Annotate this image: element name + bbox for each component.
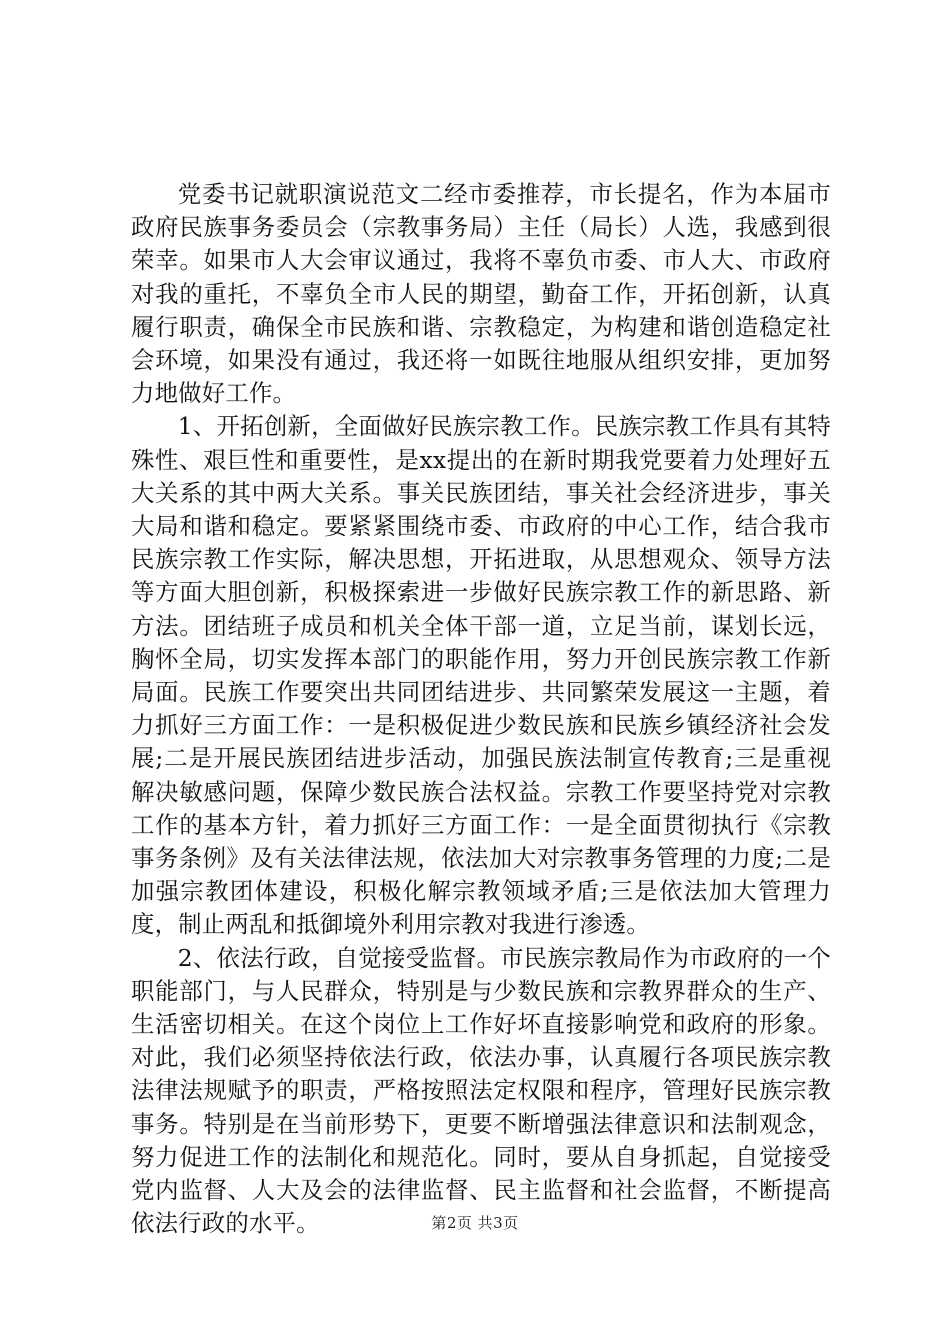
paragraph-section-2: 2、依法行政，自觉接受监督。市民族宗教局作为市政府的一个职能部门，与人民群众，特别是与少数民族和宗教界群众的生产、生活密切相关。在这个岗位上工作好坏直接影响党和政府的形象。对此，我们必须坚持依法行政，依法办事，认真履行各项民族宗教法律法规赋予的职责，严格按照法定权限和程序，管理好民族宗教事务。特别是在当前形势下，更要不断增强法律意识和法制观念，努力促进工作的法制化和规范化。同时，要从自身抓起，自觉接受党内监督、人大及会的法律监督、民主监督和社会监督，不断提高依法行政的水平。 [131, 943, 831, 1238]
paragraph-intro: 党委书记就职演说范文二经市委推荐，市长提名，作为本届市政府民族事务委员会（宗教事务局）主任（局长）人选，我感到很荣幸。如果市人大会审议通过，我将不辜负市委、市人大、市政府对我的重托，不辜负全市人民的期望，勤奋工作，开拓创新，认真履行职责，确保全市民族和谐、宗教稳定，为构建和谐创造稳定社会环境，如果没有通过，我还将一如既往地服从组织安排，更加努力地做好工作。 [131, 180, 831, 408]
page-footer: 第2页 共3页 [431, 1214, 519, 1232]
paragraph-section-1: 1、开拓创新，全面做好民族宗教工作。民族宗教工作具有其特殊性、艰巨性和重要性，是xx提出的在新时期我党要着力处理好五大关系的其中两大关系。事关民族团结，事关社会经济进步，事关大局和谐和稳定。要紧紧围绕市委、市政府的中心工作，结合我市民族宗教工作实际，解决思想，开拓进取，从思想观众、领导方法等方面大胆创新，积极探索进一步做好民族宗教工作的新思路、新方法。团结班子成员和机关全体干部一道，立足当前，谋划长远，胸怀全局，切实发挥本部门的职能作用，努力开创民族宗教工作新局面。民族工作要突出共同团结进步、共同繁荣发展这一主题，着力抓好三方面工作：一是积极促进少数民族和民族乡镇经济社会发展;二是开展民族团结进步活动，加强民族法制宣传教育;三是重视解决敏感问题，保障少数民族合法权益。宗教工作要坚持党对宗教工作的基本方针，着力抓好三方面工作：一是全面贯彻执行《宗教事务条例》及有关法律法规，依法加大对宗教事务管理的力度;二是加强宗教团体建设，积极化解宗教领域矛盾;三是依法加大管理力度，制止两乱和抵御境外利用宗教对我进行渗透。 [131, 412, 831, 939]
document-body [131, 178, 831, 1241]
